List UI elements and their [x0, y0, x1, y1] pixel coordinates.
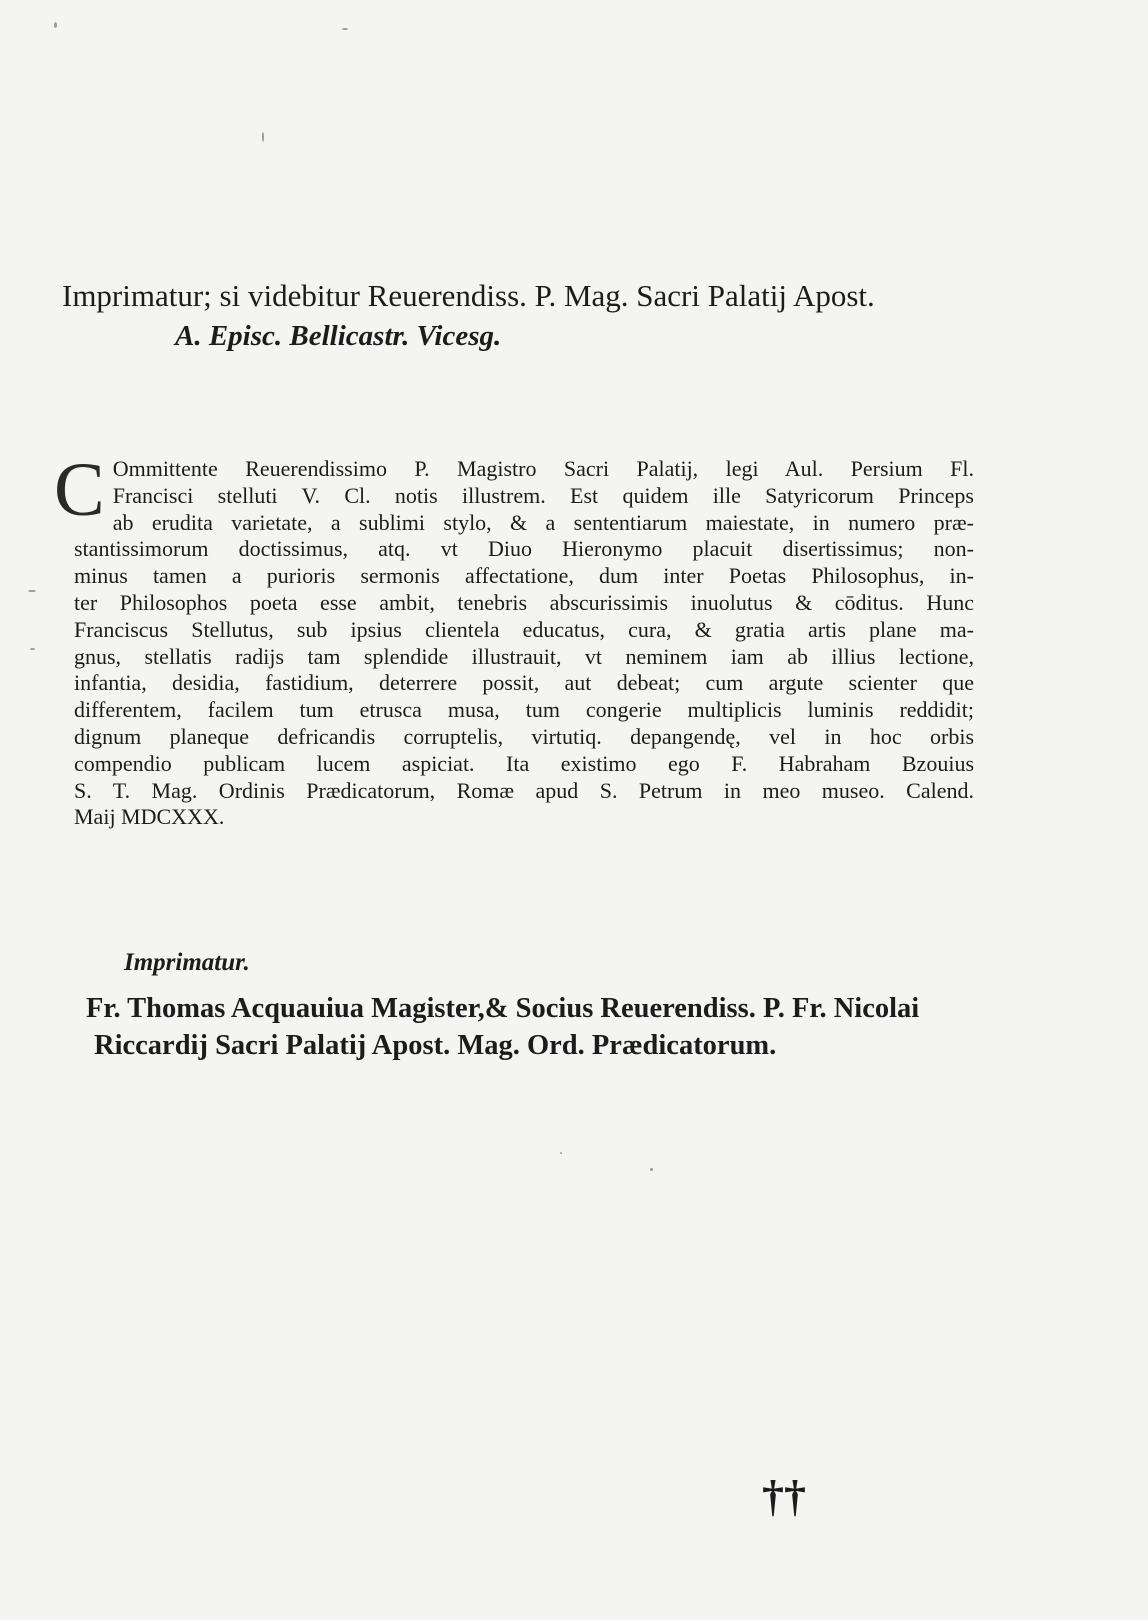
approval-line: Franciscus Stellutus, sub ipsius clientela educatus, cura, & gratia artis plane ma-: [74, 616, 974, 642]
approval-line: differentem, facilem tum etrusca musa, tum congerie multiplicis luminis reddidit;: [74, 697, 974, 723]
ink-speck: [342, 28, 348, 30]
approval-line: ab erudita varietate, a sublimi stylo, & a sententiarum maiestate, in numero præ-: [112, 509, 974, 535]
approval-paragraph: [54, 448, 974, 831]
approval-line: minus tamen a purioris sermonis affectatione, dum inter Poetas Philosophus, in-: [74, 563, 974, 589]
ink-speck: [54, 22, 57, 28]
ink-speck: [560, 1152, 562, 1154]
imprimatur-second-signer: [86, 990, 986, 1064]
approval-line: compendio publicam lucem aspiciat. Ita existimo ego F. Habraham Bzouius: [74, 750, 974, 776]
approval-line: Ommittente Reuerendissimo P. Magistro Sacri Palatij, legi Aul. Persium Fl.: [112, 456, 974, 481]
signature-mark: ††: [762, 1472, 806, 1521]
approval-line: S. T. Mag. Ordinis Prædicatorum, Romæ apud S. Petrum in meo museo. Calend.: [74, 777, 974, 803]
drop-cap: C: [54, 448, 105, 532]
imprimatur-second-heading: Imprimatur.: [124, 949, 250, 976]
approval-line: dignum planeque defricandis corruptelis, virtutiq. depangendę, vel in hoc orbis: [74, 723, 974, 749]
approval-text: [54, 448, 974, 831]
approval-line: Francisci stelluti V. Cl. notis illustrem. Est quidem ille Satyricorum Princeps: [112, 482, 974, 508]
ink-speck: [28, 590, 36, 592]
approval-line: stantissimorum doctissimus, atq. vt Diuo Hieronymo placuit disertissimus; non-: [74, 536, 974, 562]
approval-line: Maij MDCXXX.: [74, 804, 225, 830]
ink-speck: [650, 1168, 653, 1171]
approval-line: infantia, desidia, fastidium, deterrere possit, aut debeat; cum argute scienter que: [74, 670, 974, 696]
imprimatur-first-line: Imprimatur; si videbitur Reuerendiss. P. Mag. Sacri Palatij Apost.: [62, 278, 875, 313]
imprimatur-first-signer: A. Episc. Bellicastr. Vicesg.: [175, 320, 502, 352]
approval-line: ter Philosophos poeta esse ambit, tenebris abscurissimis inuolutus & cōditus. Hunc: [74, 589, 974, 615]
imprimatur-second-line-1: Fr. Thomas Acquauiua Magister,& Socius Reuerendiss. P. Fr. Nicolai: [86, 993, 920, 1024]
imprimatur-second-line-2: Riccardij Sacri Palatij Apost. Mag. Ord. Prædicatorum.: [94, 1030, 777, 1061]
approval-line: gnus, stellatis radijs tam splendide illustrauit, vt neminem iam ab illius lectione,: [74, 643, 974, 669]
ink-speck: [30, 648, 35, 650]
ink-speck: [262, 132, 264, 142]
